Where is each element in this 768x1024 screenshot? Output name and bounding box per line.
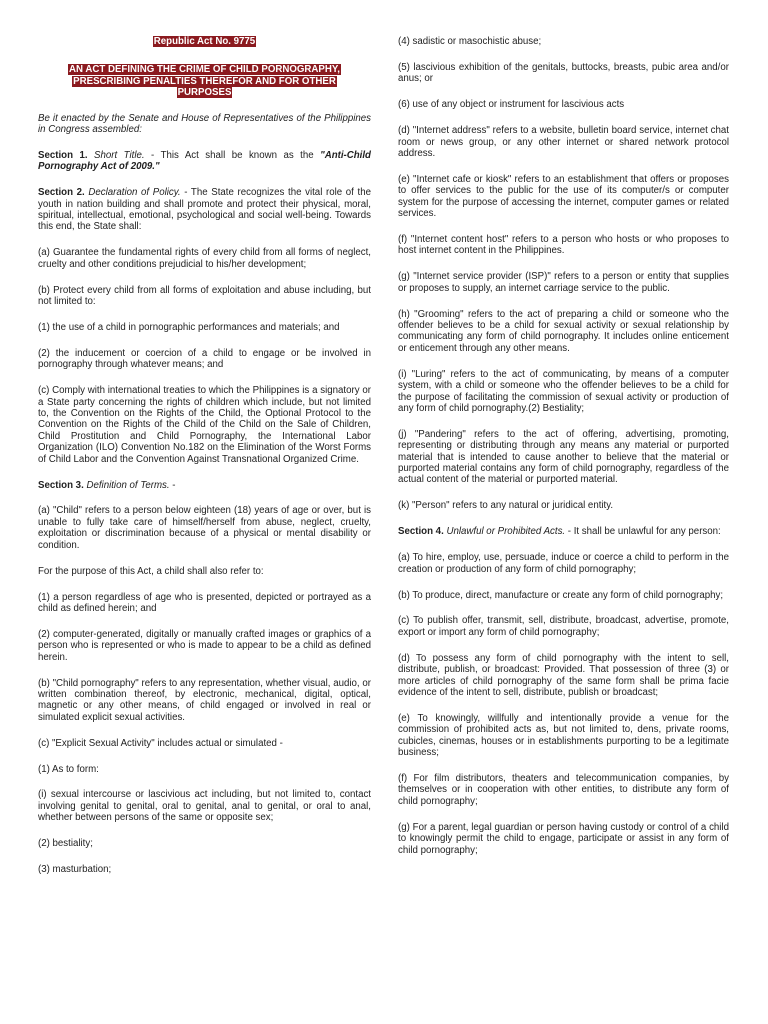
paragraph: (1) As to form: <box>38 763 99 775</box>
paragraph: (a) To hire, employ, use, persuade, induce or coerce a child to perform in the creation or production of any form of child pornography; <box>398 552 729 575</box>
paragraph: (1) the use of a child in pornographic performances and materials; and <box>38 322 340 333</box>
section-3 <box>38 480 371 491</box>
section-heading: Definition of Terms. <box>86 479 170 491</box>
section-label: Section 3. <box>38 479 84 491</box>
section-text: - <box>169 479 176 491</box>
paragraph: (b) Protect every child from all forms of exploitation and abuse including, but not limited to: <box>38 284 371 308</box>
paragraph: For the purpose of this Act, a child shall also refer to: <box>38 565 264 577</box>
section-heading: Declaration of Policy. <box>88 187 181 199</box>
paragraph: (d) To possess any form of child pornography with the intent to sell, distribute, publish, or broadcast: Provided. That possession of three (3) or more articles of child pornography of the same form shall be prima facie evidence of the intent to sell, distribute, publish or broadcast; <box>398 652 729 698</box>
paragraph: (a) Guarantee the fundamental rights of every child from all forms of neglect, cruelty and other conditions prejudicial to his/her development; <box>38 247 371 270</box>
paragraph: (3) masturbation; <box>38 864 112 876</box>
act-short-name: "Anti-Child Pornography Act of 2009." <box>38 149 371 173</box>
act-title-line: PRESCRIBING PENALTIES THEREFOR AND FOR OTHER <box>73 75 336 87</box>
paragraph: (d) "Internet address" refers to a website, bulletin board service, internet chat room or news group, or any other internet or shared network protocol address. <box>398 125 729 159</box>
act-title-line: PURPOSES <box>177 87 232 99</box>
paragraph: (g) "Internet service provider (ISP)" refers to a person or entity that supplies or proposes to supply, an internet carriage service to the public. <box>398 271 729 294</box>
paragraph: (6) use of any object or instrument for lascivious acts <box>398 99 625 111</box>
section-label: Section 4. <box>398 526 444 538</box>
paragraph: (a) "Child" refers to a person below eighteen (18) years of age or over, but is unable to fully take care of himself/herself from abuse, neglect, cruelty, exploitation or discrimination because of a physical or mental disability or condition. <box>38 505 371 551</box>
republic-act-number: Republic Act No. 9775 <box>153 36 256 47</box>
paragraph: (c) "Explicit Sexual Activity" includes actual or simulated - <box>38 737 283 749</box>
enacting-clause: Be it enacted by the Senate and House of Representatives of the Philippines in Congress assembled: <box>38 112 371 136</box>
paragraph: (2) bestiality; <box>38 838 93 850</box>
section-heading: Short Title. <box>94 149 145 161</box>
act-title <box>38 64 371 98</box>
section-text: - It shall be unlawful for any person: <box>565 526 721 538</box>
paragraph: (f) "Internet content host" refers to a person who hosts or who proposes to host internet content in the Philippines. <box>398 233 729 257</box>
right-column <box>398 36 729 870</box>
section-text: - This Act shall be known as the <box>144 149 321 161</box>
title-block <box>38 36 371 99</box>
paragraph: (4) sadistic or masochistic abuse; <box>398 36 542 47</box>
section-1 <box>38 150 371 173</box>
paragraph: (b) "Child pornography" refers to any representation, whether visual, audio, or written combination thereof, by electronic, mechanical, digital, optical, magnetic or any other means, of child engaged or involved in real or simulated explicit sexual activities. <box>38 677 371 723</box>
section-text: - The State recognizes the vital role of the youth in nation building and shall promote and protect their physical, moral, spiritual, intellectual, emotional, psychological and social well-being. Towards this end, the State shall: <box>38 187 371 233</box>
paragraph: (2) computer-generated, digitally or manually crafted images or graphics of a person who is represented or who is made to appear to be a child as defined herein. <box>38 628 371 663</box>
paragraph: (c) To publish offer, transmit, sell, distribute, broadcast, advertise, promote, export or import any form of child pornography; <box>398 615 729 638</box>
paragraph: (k) "Person" refers to any natural or juridical entity. <box>398 500 614 512</box>
paragraph: (1) a person regardless of age who is presented, depicted or portrayed as a child as defined herein; and <box>38 591 371 614</box>
paragraph: (b) To produce, direct, manufacture or create any form of child pornography; <box>398 589 724 601</box>
paragraph: (2) the inducement or coercion of a child to engage or be involved in pornography through whatever means; and <box>38 347 371 371</box>
paragraph: (i) "Luring" refers to the act of communicating, by means of a computer system, with a child or someone who the offender believes to be a child for the purpose of facilitating the commission of sexual activity or production of any form of child pornography.(2) Bestiality; <box>398 368 729 414</box>
paragraph: (e) "Internet cafe or kiosk" refers to an establishment that offers or proposes to offer services to the public for the use of its computer/s or computer system for the purpose of accessing the internet, computer games or related services. <box>398 173 729 220</box>
section-2 <box>38 187 371 233</box>
section-label: Section 1. <box>38 149 88 161</box>
paragraph: (f) For film distributors, theaters and telecommunication companies, by themselves or in cooperation with other entities, to distribute any form of child pornography; <box>398 772 729 807</box>
paragraph: (c) Comply with international treaties to which the Philippines is a signatory or a State party concerning the rights of children which include, but not limited to, the Convention on the Rights of the Child, the Optional Protocol to the Convention on the Rights of the Child of the Child on the Sale of Children, Child Prostitution and Child Pornography, the International Labor Organization (ILO) Convention No.182 on the Elimination of the Worst Forms of Child Labor and the Convention Against Transnational Organized Crime. <box>38 385 371 465</box>
paragraph: (h) "Grooming" refers to the act of preparing a child or someone who the offender believes to be a child for sexual activity or sexual relationship by communicating any form of child pornography. It includes online enticement or enticement through any other means. <box>398 308 729 354</box>
left-column <box>38 36 371 890</box>
paragraph: (5) lascivious exhibition of the genitals, buttocks, breasts, pubic area and/or anus; or <box>398 61 729 85</box>
paragraph: (e) To knowingly, willfully and intentionally provide a venue for the commission of prohibited acts as, but not limited to, dens, private rooms, cubicles, cinemas, houses or in establishments purporting to be a legitimate business; <box>398 712 729 759</box>
section-heading: Unlawful or Prohibited Acts. <box>446 526 566 538</box>
paragraph: (i) sexual intercourse or lascivious act including, but not limited to, contact involving genital to genital, oral to genital, anal to genital, or oral to anal, whether between persons of the same or opposite sex; <box>38 789 371 824</box>
act-title-line: AN ACT DEFINING THE CRIME OF CHILD PORNOGRAPHY, <box>69 64 340 76</box>
section-4 <box>398 526 729 537</box>
section-label: Section 2. <box>38 187 85 199</box>
paragraph: (g) For a parent, legal guardian or person having custody or control of a child to knowingly permit the child to engage, participate or assist in any form of child pornography; <box>398 821 729 856</box>
paragraph: (j) "Pandering" refers to the act of offering, advertising, promoting, representing or distributing through any means any material or purported material that is intended to cause another to believe that the material or purported material contains any form of child pornography, regardless of the actual content of the material or purported material. <box>398 428 729 486</box>
